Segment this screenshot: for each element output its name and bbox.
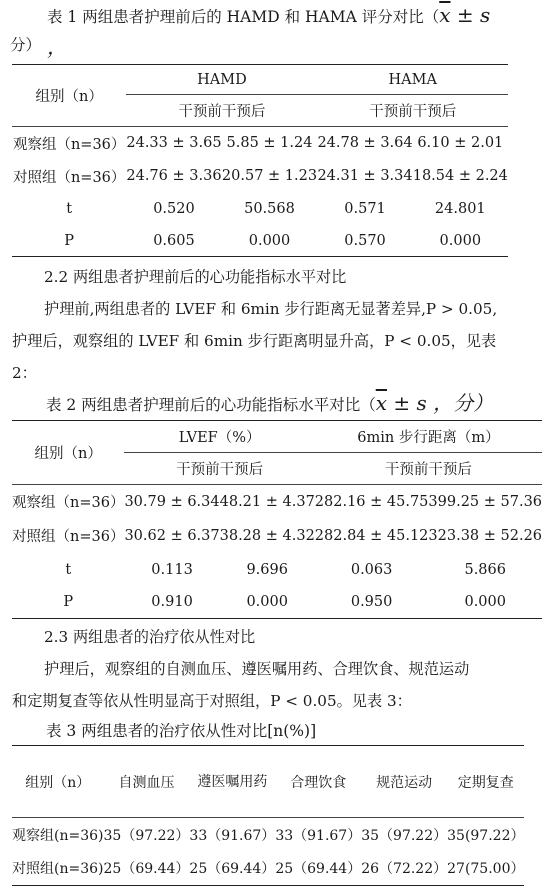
mean-sd-formula: [376, 391, 493, 415]
table-cell: 0.000: [248, 232, 291, 249]
table-cell: t: [66, 201, 73, 217]
header-checkup: 定期复查: [457, 774, 514, 791]
table-cell: t: [65, 561, 72, 578]
table-cell: 0.000: [439, 232, 482, 249]
header-self-bp: 自测血压: [118, 774, 175, 791]
group-header: 组别（n）: [12, 421, 124, 485]
sub-header-6min: 干预前干预后: [315, 453, 542, 485]
table-cell: 38.28 ± 4.32: [219, 527, 315, 544]
table-cell: 282.16 ± 45.75: [314, 493, 429, 510]
table-cell: 0.605: [153, 232, 195, 249]
section-2-3-heading: 2.3 两组患者的治疗依从性对比: [44, 628, 256, 646]
paragraph-line: 护理前,两组患者的 LVEF 和 6min 步行距离无显著差异,P > 0.05,: [44, 300, 498, 318]
header-exercise: 规范运动: [376, 774, 433, 791]
table-cell: 0.113: [151, 561, 193, 578]
mean-x-symbol: $\overline{x}$: [375, 391, 387, 415]
table-cell: 24.33 ± 3.65: [126, 135, 222, 152]
table-cell: 5.85 ± 1.24: [226, 135, 313, 152]
table-row: [12, 587, 542, 619]
table-cell: 0.570: [344, 232, 386, 249]
header-medication: 遵医嘱用药: [197, 773, 268, 790]
group-header: 组别（n）: [12, 65, 126, 127]
table-cell: 50.568: [244, 201, 295, 217]
table-cell: 35（97.22）: [361, 827, 448, 844]
table2-caption: [46, 388, 503, 420]
table3-caption: 表 3 两组患者的治疗依从性对比[n(%)]: [46, 722, 317, 740]
table-cell: 25（69.44）: [275, 861, 362, 878]
table-row: [12, 852, 524, 886]
table-cell: 5.866: [464, 561, 506, 578]
paragraph-line: 2：: [12, 364, 37, 382]
table-cell: 观察组（n=36）: [12, 495, 125, 512]
section-2-2-heading: 2.2 两组患者护理前后的心功能指标水平对比: [44, 268, 347, 286]
table-cell: 24.76 ± 3.36: [126, 168, 222, 184]
table-cell: 18.54 ± 2.24: [412, 168, 508, 184]
table-cell: 对照组（n=36）: [12, 529, 125, 545]
table-cell: 48.21 ± 4.37: [219, 493, 315, 510]
table-cell: 0.000: [464, 594, 506, 611]
paragraph-line: 护理后，观察组的自测血压、遵医嘱用药、合理饮食、规范运动: [44, 660, 470, 678]
mean-x-symbol: $\overline{x}$: [439, 3, 451, 27]
table1-caption-end: 分）: [10, 36, 42, 54]
table-cell: 323.38 ± 52.26: [428, 527, 542, 544]
table-cell: 399.25 ± 57.36: [428, 493, 542, 510]
table-cell: 观察组(n=36): [12, 827, 104, 844]
table-cell: 282.84 ± 45.12: [314, 527, 429, 544]
table-cell: 25（69.44）: [189, 861, 276, 878]
table-cell: 24.78 ± 3.64: [317, 135, 413, 152]
table-cell: 20.57 ± 1.23: [221, 168, 318, 184]
table-cell: 0.520: [153, 201, 195, 217]
table-row: [12, 193, 508, 226]
table-cell: 30.79 ± 6.34: [124, 493, 220, 510]
table-cell: 9.696: [246, 561, 288, 578]
table-cell: 25（69.44）: [103, 861, 190, 878]
table-cell: 0.910: [151, 594, 193, 611]
col-group-lvef: LVEF（%）: [178, 430, 261, 446]
table-cell: 33（91.67）: [275, 827, 362, 844]
table-row: [12, 226, 508, 257]
table-cell: 0.063: [350, 561, 393, 578]
table-cell: 对照组（n=36）: [12, 169, 126, 186]
table-cell: 26（72.22）: [361, 861, 448, 878]
table-cell: 24.31 ± 3.34: [317, 168, 413, 184]
table-row: [12, 553, 542, 587]
table-cell: 0.000: [246, 594, 288, 611]
table-row: [12, 160, 508, 193]
table-row: [12, 485, 542, 519]
table1-caption-text: 表 1 两组患者护理前后的 HAMD 和 HAMA 评分对比（: [47, 8, 440, 26]
header-group: 组别（n）: [25, 774, 91, 791]
table-cell: P: [64, 232, 75, 249]
table2: [12, 420, 542, 619]
table-cell: 对照组(n=36): [12, 861, 104, 878]
table2-caption-text: 表 2 两组患者护理前后的心功能指标水平对比（: [46, 396, 376, 414]
formula-rest: ± s ，: [47, 3, 491, 59]
table-cell: 30.62 ± 6.37: [124, 527, 220, 544]
table-cell: 35（97.22）: [103, 827, 190, 844]
paragraph-line: 和定期复查等依从性明显高于对照组，P < 0.05。见表 3：: [12, 692, 412, 710]
table-row: [12, 519, 542, 553]
sub-header-hama: 干预前干预后: [317, 95, 508, 127]
table-cell: P: [63, 594, 74, 611]
sub-header-hamd: 干预前干预后: [126, 95, 317, 127]
paragraph-line: 护理后，观察组的 LVEF 和 6min 步行距离明显升高，P < 0.05，见表: [12, 332, 497, 350]
header-diet: 合理饮食: [290, 774, 347, 791]
table-cell: 0.950: [350, 594, 393, 611]
table1: [12, 64, 508, 257]
col-group-hamd: HAMD: [197, 71, 247, 88]
table-cell: 0.571: [344, 201, 386, 217]
table-cell: 27(75.00）: [447, 861, 525, 878]
table-cell: 24.801: [434, 201, 486, 217]
table-cell: 观察组（n=36）: [12, 136, 126, 153]
table-row: [12, 127, 508, 160]
table-cell: 33（91.67）: [189, 827, 276, 844]
col-group-6min: 6min 步行距离（m）: [357, 430, 500, 446]
sub-header-lvef: 干预前干预后: [124, 453, 314, 485]
table3: [12, 745, 524, 886]
table-cell: 6.10 ± 2.01: [417, 135, 504, 152]
formula-rest: ± s ，分）: [387, 391, 494, 415]
col-group-hama: HAMA: [388, 71, 437, 88]
table-cell: 35(97.22）: [447, 827, 525, 844]
table-row: [12, 818, 524, 852]
